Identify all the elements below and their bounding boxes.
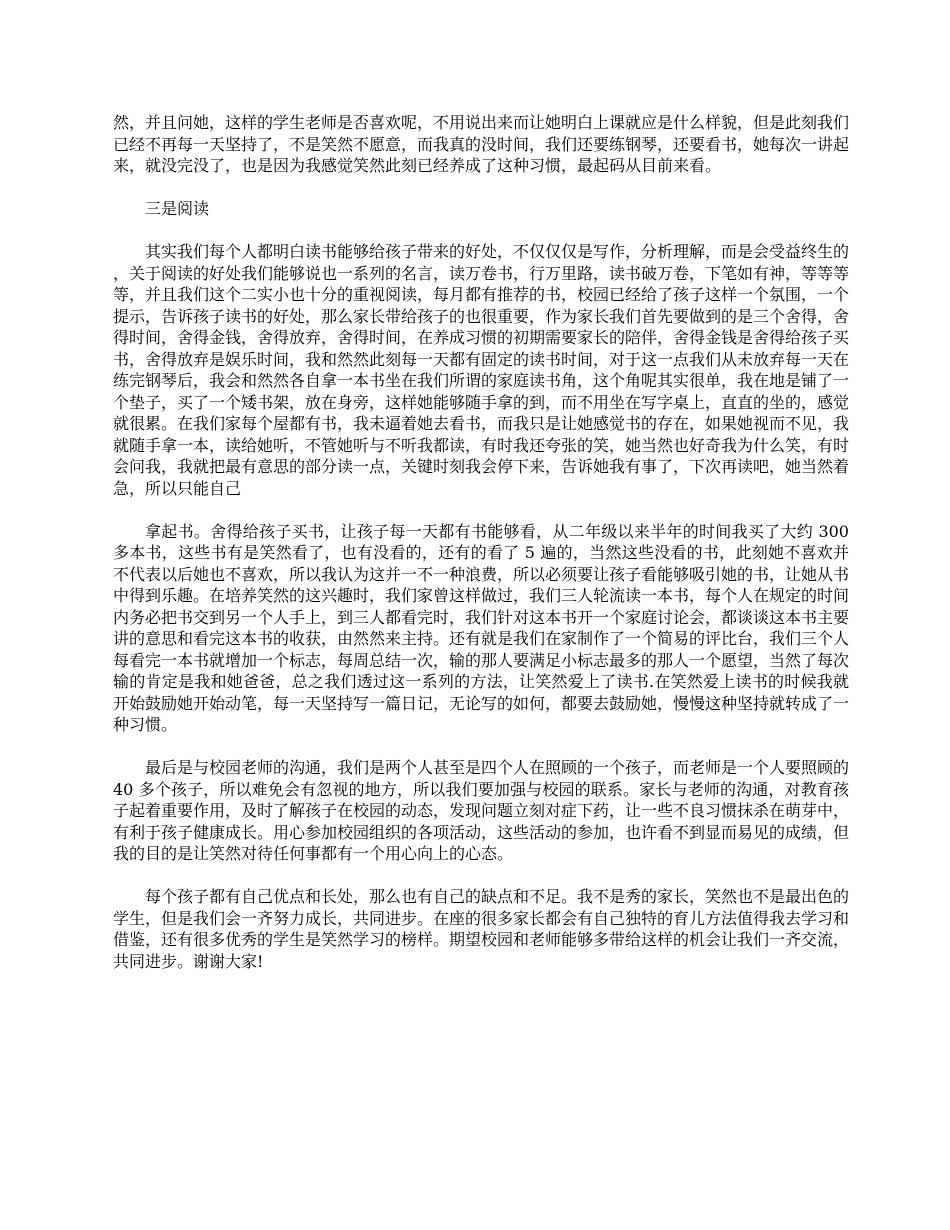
paragraph-buying-books: 拿起书。舍得给孩子买书，让孩子每一天都有书能够看，从二年级以来半年的时间我买了大约 300 多本书，这些书有是笑然看了，也有没看的，还有的看了 5 遍的，当然这些没看的书，此刻她不喜欢并不代表以后她也不喜欢，所以我认为这并一不一种浪费，所以必须要让孩子看能够吸引她的书，让她从书中得到乐趣。在培养笑然的这兴趣时，我们家曾这样做过，我们三人轮流读一本书，每个人在规定的时间内务必把书交到另一个人手上，到三人都看完时，我们针对这本书开一个家庭讨论会，都谈谈这本书主要讲的意思和看完这本书的收获，由然然来主持。还有就是我们在家制作了一个简易的评比台，我们三个人每看完一本书就增加一个标志，每周总结一次，输的那人要满足小标志最多的那人一个愿望，当然了每次输的肯定是我和她爸爸，总之我们透过这一系列的方法，让笑然爱上了读书.在笑然爱上读书的时候我就开始鼓励她开始动笔，每一天坚持写一篇日记，无论写的如何，都要去鼓励她，慢慢这种坚持就转成了一种习惯。 [113,521,850,734]
paragraph-continuation: 然，并且问她，这样的学生老师是否喜欢呢，不用说出来而让她明白上课就应是什么样貌，但是此刻我们已经不再每一天坚持了，不是笑然不愿意，而我真的没时间，我们还要练钢琴，还要看书，她每次一讲起来，就没完没了，也是因为我感觉笑然此刻已经养成了这种习惯，最起码从目前来看。 [113,113,850,175]
section-heading-reading: 三是阅读 [145,199,210,218]
document-body [113,112,849,994]
paragraph-closing: 每个孩子都有自己优点和长处，那么也有自己的缺点和不足。我不是秀的家长，笑然也不是最出色的学生，但是我们会一齐努力成长，共同进步。在座的很多家长都会有自己独特的育儿方法值得我去学习和借鉴，还有很多优秀的学生是笑然学习的榜样。期望校园和老师能够多带给这样的机会让我们一齐交流，共同进步。谢谢大家! [113,887,850,971]
paragraph-reading-benefits: 其实我们每个人都明白读书能够给孩子带来的好处，不仅仅仅是写作，分析理解，而是会受益终生的，关于阅读的好处我们能够说也一系列的名言，读万卷书，行万里路，读书破万卷，下笔如有神，等等等等，并且我们这个二实小也十分的重视阅读，每月都有推荐的书，校园已经给了孩子这样一个氛围，一个提示，告诉孩子读书的好处，那么家长带给孩子的也很重要，作为家长我们首先要做到的是三个舍得，舍得时间，舍得金钱，舍得放弃，舍得时间，在养成习惯的初期需要家长的陪伴，舍得金钱是舍得给孩子买书，舍得放弃是娱乐时间，我和然然此刻每一天都有固定的读书时间，对于这一点我们从未放弃每一天在练完钢琴后，我会和然然各自拿一本书坐在我们所谓的家庭读书角，这个角呢其实很单，我在地是铺了一个垫子，买了一个矮书架，放在身旁，这样她能够随手拿的到，而不用坐在写字桌上，直直的坐的，感觉就很累。在我们家每个屋都有书，我未逼着她去看书，而我只是让她感觉书的存在，如果她视而不见，我就随手拿一本，读给她听，不管她听与不听我都读，有时我还夸张的笑，她当然也好奇我为什么笑，有时会问我，我就把最有意思的部分读一点，关键时刻我会停下来，告诉她我有事了，下次再读吧，她当然着急，所以只能自己 [113,242,850,498]
paragraph-teacher-communication: 最后是与校园老师的沟通，我们是两个人甚至是四个人在照顾的一个孩子，而老师是一个人要照顾的 40 多个孩子，所以难免会有忽视的地方，所以我们要加强与校园的联系。家长与老师的沟通，对教育孩子起着重要作用，及时了解孩子在校园的动态，发现问题立刻对症下药，让一些不良习惯抹杀在萌芽中，有利于孩子健康成长。用心参加校园组织的各项活动，这些活动的参加，也许看不到显而易见的成绩，但我的目的是让笑然对待任何事都有一个用心向上的心态。 [113,758,850,863]
